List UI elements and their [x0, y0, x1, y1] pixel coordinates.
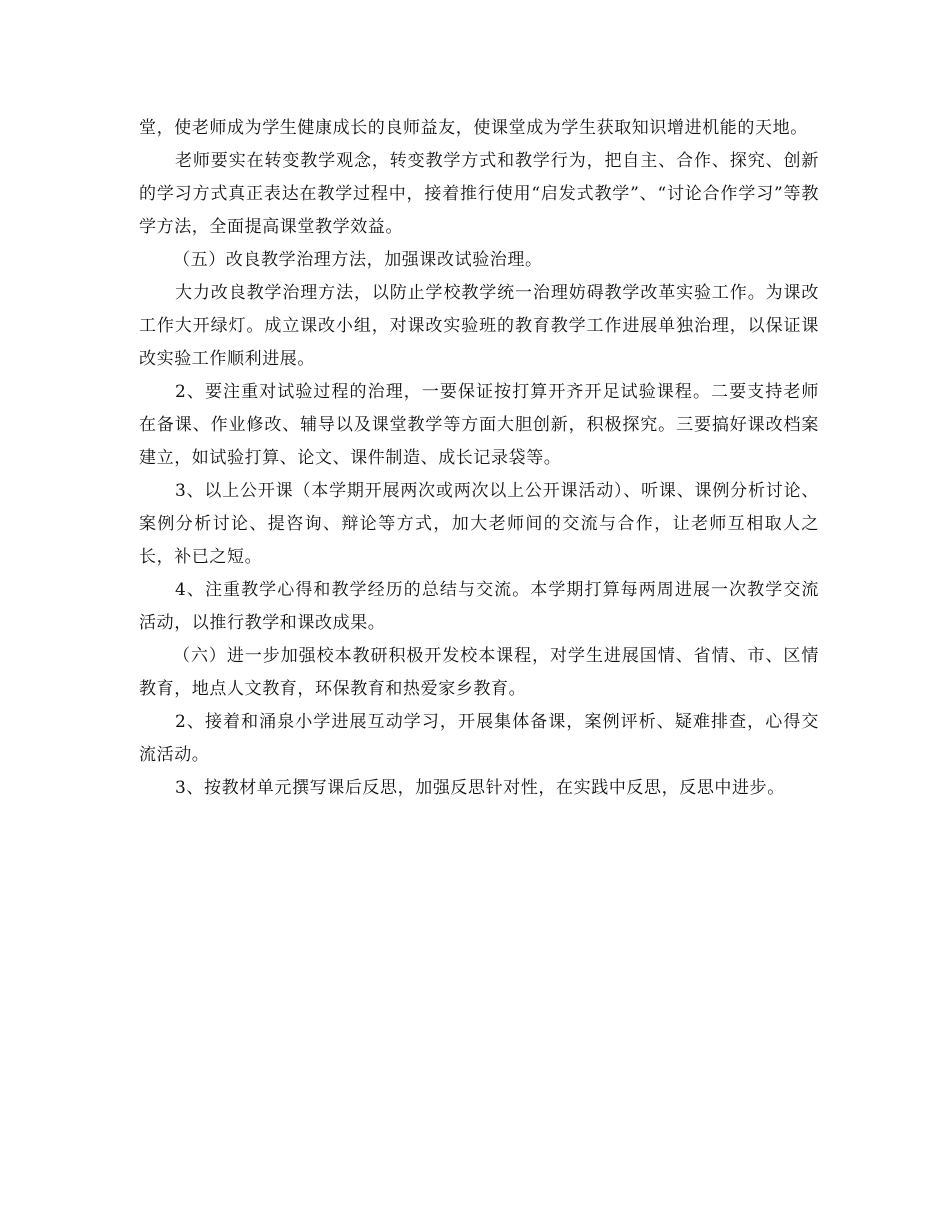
paragraph-management-methods: 大力改良教学治理方法，以防止学校教学统一治理妨碍教学改革实验工作。为课改工作大开绿灯。成立课改小组，对课改实验班的教育教学工作进展单独治理，以保证课改实验工作顺利进展。 — [139, 283, 819, 369]
paragraph-item-2-experiment: 2、要注重对试验过程的治理，一要保证按打算开齐开足试验课程。二要支持老师在备课、作业修改、辅导以及课堂教学等方面大胆创新，积极探究。三要搞好课改档案建立，如试验打算、论文、课件制造、成长记录袋等。 — [139, 382, 819, 468]
paragraph-teaching-methods: 老师要实在转变教学观念，转变教学方式和教学行为，把自主、合作、探究、创新的学习方式真正表达在教学过程中，接着推行使用“启发式教学”、“讨论合作学习”等教学方法，全面提高课堂教学效益。 — [139, 151, 819, 237]
document-page — [139, 112, 819, 805]
section-heading-five: （五）改良教学治理方法，加强课改试验治理。 — [173, 250, 543, 270]
paragraph-continuation: 堂，使老师成为学生健康成长的良师益友，使课堂成为学生获取知识增进机能的天地。 — [139, 118, 808, 138]
paragraph-item-3-open-class: 3、以上公开课（本学期开展两次或两次以上公开课活动）、听课、课例分析讨论、案例分析讨论、提咨询、辩论等方式，加大老师间的交流与合作，让老师互相取人之长，补已之短。 — [139, 481, 819, 567]
paragraph-item-4-experience: 4、注重教学心得和教学经历的总结与交流。本学期打算每两周进展一次教学交流活动，以推行教学和课改成果。 — [139, 580, 819, 633]
paragraph-item-3-reflection: 3、按教材单元撰写课后反思，加强反思针对性，在实践中反思，反思中进步。 — [175, 778, 785, 798]
section-heading-six: （六）进一步加强校本教研积极开发校本课程，对学生进展国情、省情、市、区情教育，地点人文教育，环保教育和热爱家乡教育。 — [139, 646, 819, 699]
paragraph-item-2-interaction: 2、接着和涌泉小学进展互动学习，开展集体备课，案例评析、疑难排查，心得交流活动。 — [139, 712, 819, 765]
